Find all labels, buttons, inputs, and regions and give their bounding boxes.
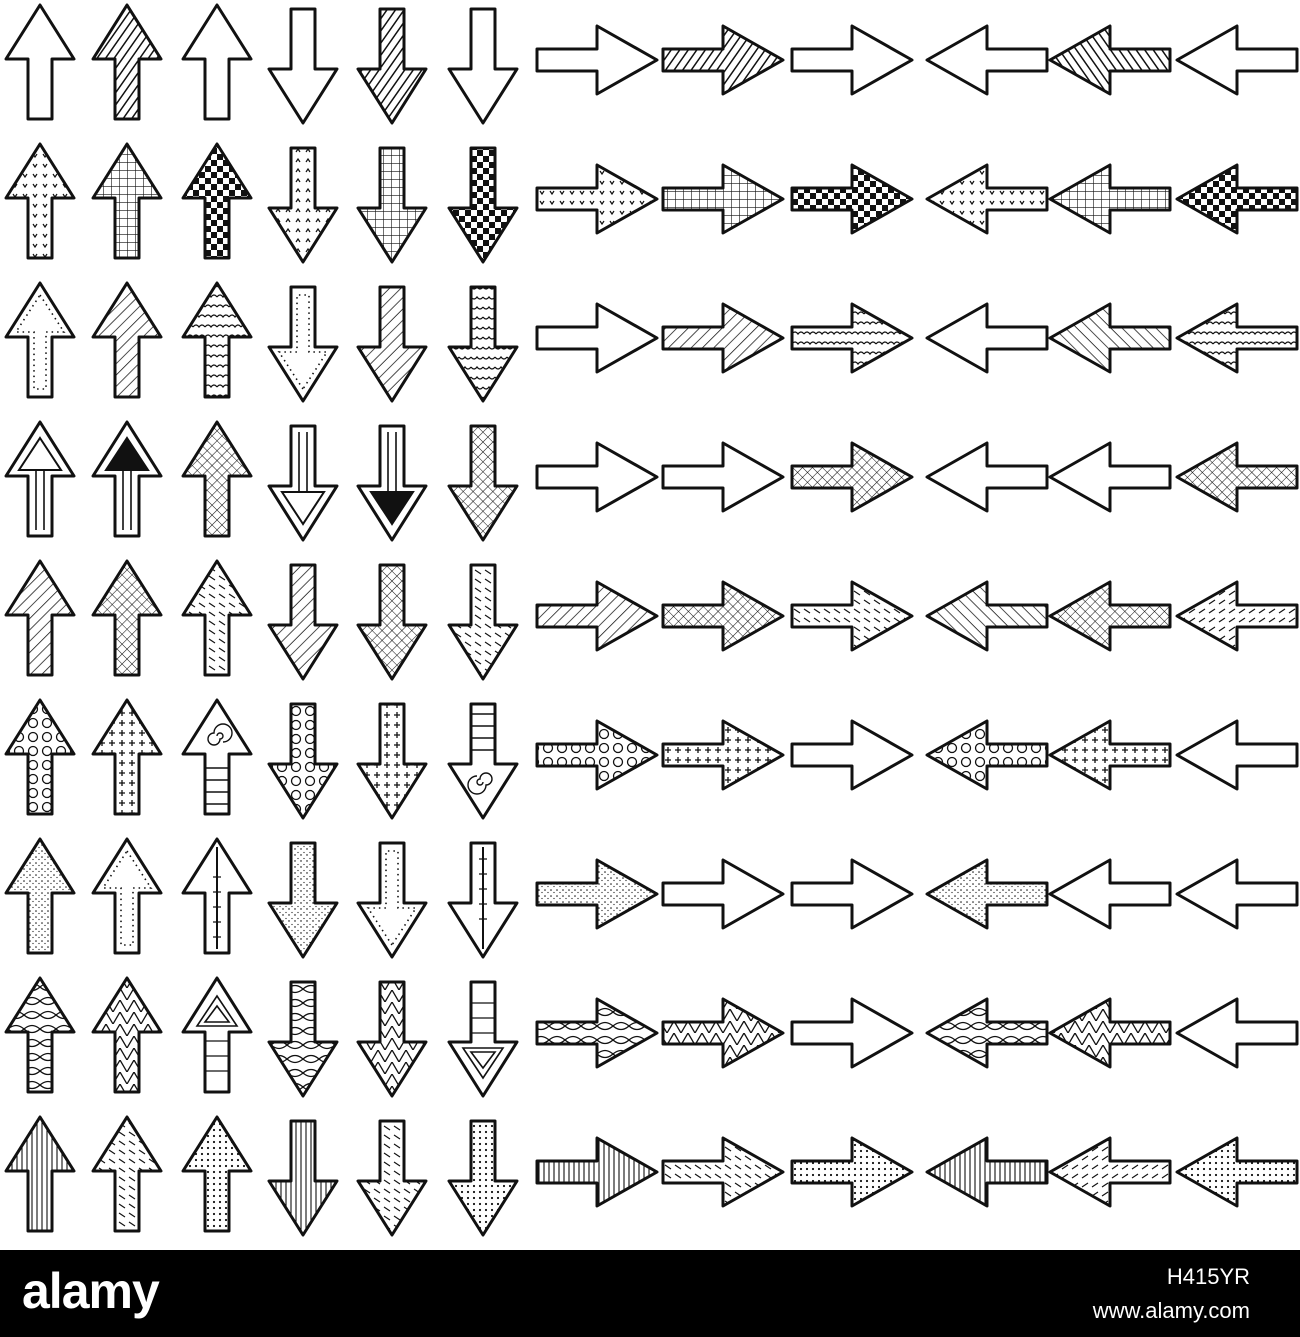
arrow-left-icon: [1177, 582, 1297, 650]
arrow-right-icon: [792, 165, 912, 233]
arrow-down-icon: [449, 843, 517, 957]
arrow-down-icon: [269, 843, 337, 957]
arrow-up-icon: [6, 283, 74, 397]
arrow-left-icon: [1177, 26, 1297, 94]
arrow-up-icon: [93, 978, 161, 1092]
arrow-down-icon: [449, 982, 517, 1096]
arrow-down-icon: [269, 982, 337, 1096]
arrow-left-icon: [1177, 304, 1297, 372]
arrow-right-icon: [663, 165, 783, 233]
arrow-right-icon: [792, 582, 912, 650]
arrow-down-icon: [358, 843, 426, 957]
arrow-left-icon: [927, 582, 1047, 650]
arrow-left-icon: [1177, 443, 1297, 511]
arrow-up-icon: [183, 1117, 251, 1231]
site-url: www.alamy.com: [1092, 1298, 1250, 1323]
arrow-left-icon: [927, 304, 1047, 372]
arrow-up-icon: [183, 978, 251, 1092]
arrow-right-icon: [537, 582, 657, 650]
arrow-down-icon: [358, 287, 426, 401]
arrow-up-icon: [93, 1117, 161, 1231]
arrow-right-icon: [792, 26, 912, 94]
arrow-down-icon: [358, 148, 426, 262]
arrow-left-icon: [1050, 165, 1170, 233]
arrow-up-icon: [6, 839, 74, 953]
arrow-up-icon: [183, 561, 251, 675]
arrow-left-icon: [927, 860, 1047, 928]
arrow-right-icon: [663, 304, 783, 372]
arrow-left-icon: [1050, 26, 1170, 94]
arrow-left-icon: [1177, 1138, 1297, 1206]
arrow-right-icon: [663, 26, 783, 94]
arrow-down-icon: [358, 565, 426, 679]
arrow-down-icon: [449, 426, 517, 540]
arrow-down-icon: [449, 287, 517, 401]
image-code: H415YR: [1166, 1264, 1250, 1289]
arrow-right-icon: [537, 1138, 657, 1206]
arrow-left-icon: [927, 721, 1047, 789]
arrow-left-icon: [1177, 165, 1297, 233]
arrow-down-icon: [269, 9, 337, 123]
arrow-up-icon: [6, 1117, 74, 1231]
arrow-down-icon: [358, 426, 426, 540]
arrow-right-icon: [663, 1138, 783, 1206]
arrow-up-icon: [6, 144, 74, 258]
arrow-right-icon: [663, 721, 783, 789]
arrow-left-icon: [1050, 999, 1170, 1067]
arrow-right-icon: [663, 582, 783, 650]
arrow-left-icon: [927, 165, 1047, 233]
arrow-down-icon: [358, 1121, 426, 1235]
arrow-up-icon: [183, 700, 251, 814]
arrow-right-icon: [792, 999, 912, 1067]
arrow-left-icon: [1177, 860, 1297, 928]
arrow-right-icon: [537, 999, 657, 1067]
arrow-up-icon: [183, 5, 251, 119]
arrow-up-icon: [93, 700, 161, 814]
arrow-left-icon: [927, 1138, 1047, 1206]
arrow-right-icon: [792, 1138, 912, 1206]
arrow-right-icon: [537, 165, 657, 233]
arrow-up-icon: [6, 700, 74, 814]
arrow-left-icon: [1050, 860, 1170, 928]
arrow-left-icon: [1050, 721, 1170, 789]
arrow-down-icon: [269, 287, 337, 401]
arrow-right-icon: [537, 721, 657, 789]
arrow-up-icon: [6, 978, 74, 1092]
arrow-down-icon: [269, 148, 337, 262]
arrow-up-icon: [183, 144, 251, 258]
arrow-right-icon: [792, 860, 912, 928]
arrow-up-icon: [93, 561, 161, 675]
arrow-left-icon: [1050, 443, 1170, 511]
arrow-down-icon: [449, 565, 517, 679]
arrow-right-icon: [537, 443, 657, 511]
arrow-right-icon: [537, 26, 657, 94]
arrow-right-icon: [537, 304, 657, 372]
arrow-right-icon: [663, 999, 783, 1067]
arrow-left-icon: [927, 443, 1047, 511]
arrow-up-icon: [183, 839, 251, 953]
arrow-down-icon: [269, 565, 337, 679]
arrow-up-icon: [93, 5, 161, 119]
arrow-up-icon: [93, 283, 161, 397]
arrow-left-icon: [927, 999, 1047, 1067]
arrow-up-icon: [183, 422, 251, 536]
watermark-footer: [0, 1250, 1300, 1337]
arrow-down-icon: [358, 982, 426, 1096]
arrow-up-icon: [93, 839, 161, 953]
arrow-left-icon: [927, 26, 1047, 94]
arrow-left-icon: [1050, 582, 1170, 650]
arrow-up-icon: [6, 5, 74, 119]
arrow-down-icon: [449, 1121, 517, 1235]
arrow-left-icon: [1050, 304, 1170, 372]
arrow-up-icon: [6, 561, 74, 675]
arrow-right-icon: [792, 721, 912, 789]
arrow-down-icon: [269, 1121, 337, 1235]
arrow-left-icon: [1050, 1138, 1170, 1206]
arrow-down-icon: [358, 704, 426, 818]
arrow-down-icon: [269, 426, 337, 540]
arrow-up-icon: [6, 422, 74, 536]
arrow-right-icon: [792, 443, 912, 511]
arrow-right-icon: [537, 860, 657, 928]
arrow-left-icon: [1177, 999, 1297, 1067]
arrow-down-icon: [269, 704, 337, 818]
arrow-down-icon: [449, 704, 517, 818]
arrow-down-icon: [449, 148, 517, 262]
arrow-up-icon: [93, 422, 161, 536]
brand-logo: alamy: [22, 1263, 159, 1319]
arrow-up-icon: [183, 283, 251, 397]
arrow-up-icon: [93, 144, 161, 258]
arrow-right-icon: [663, 443, 783, 511]
arrow-right-icon: [663, 860, 783, 928]
arrow-right-icon: [792, 304, 912, 372]
arrow-left-icon: [1177, 721, 1297, 789]
arrow-down-icon: [449, 9, 517, 123]
arrow-down-icon: [358, 9, 426, 123]
